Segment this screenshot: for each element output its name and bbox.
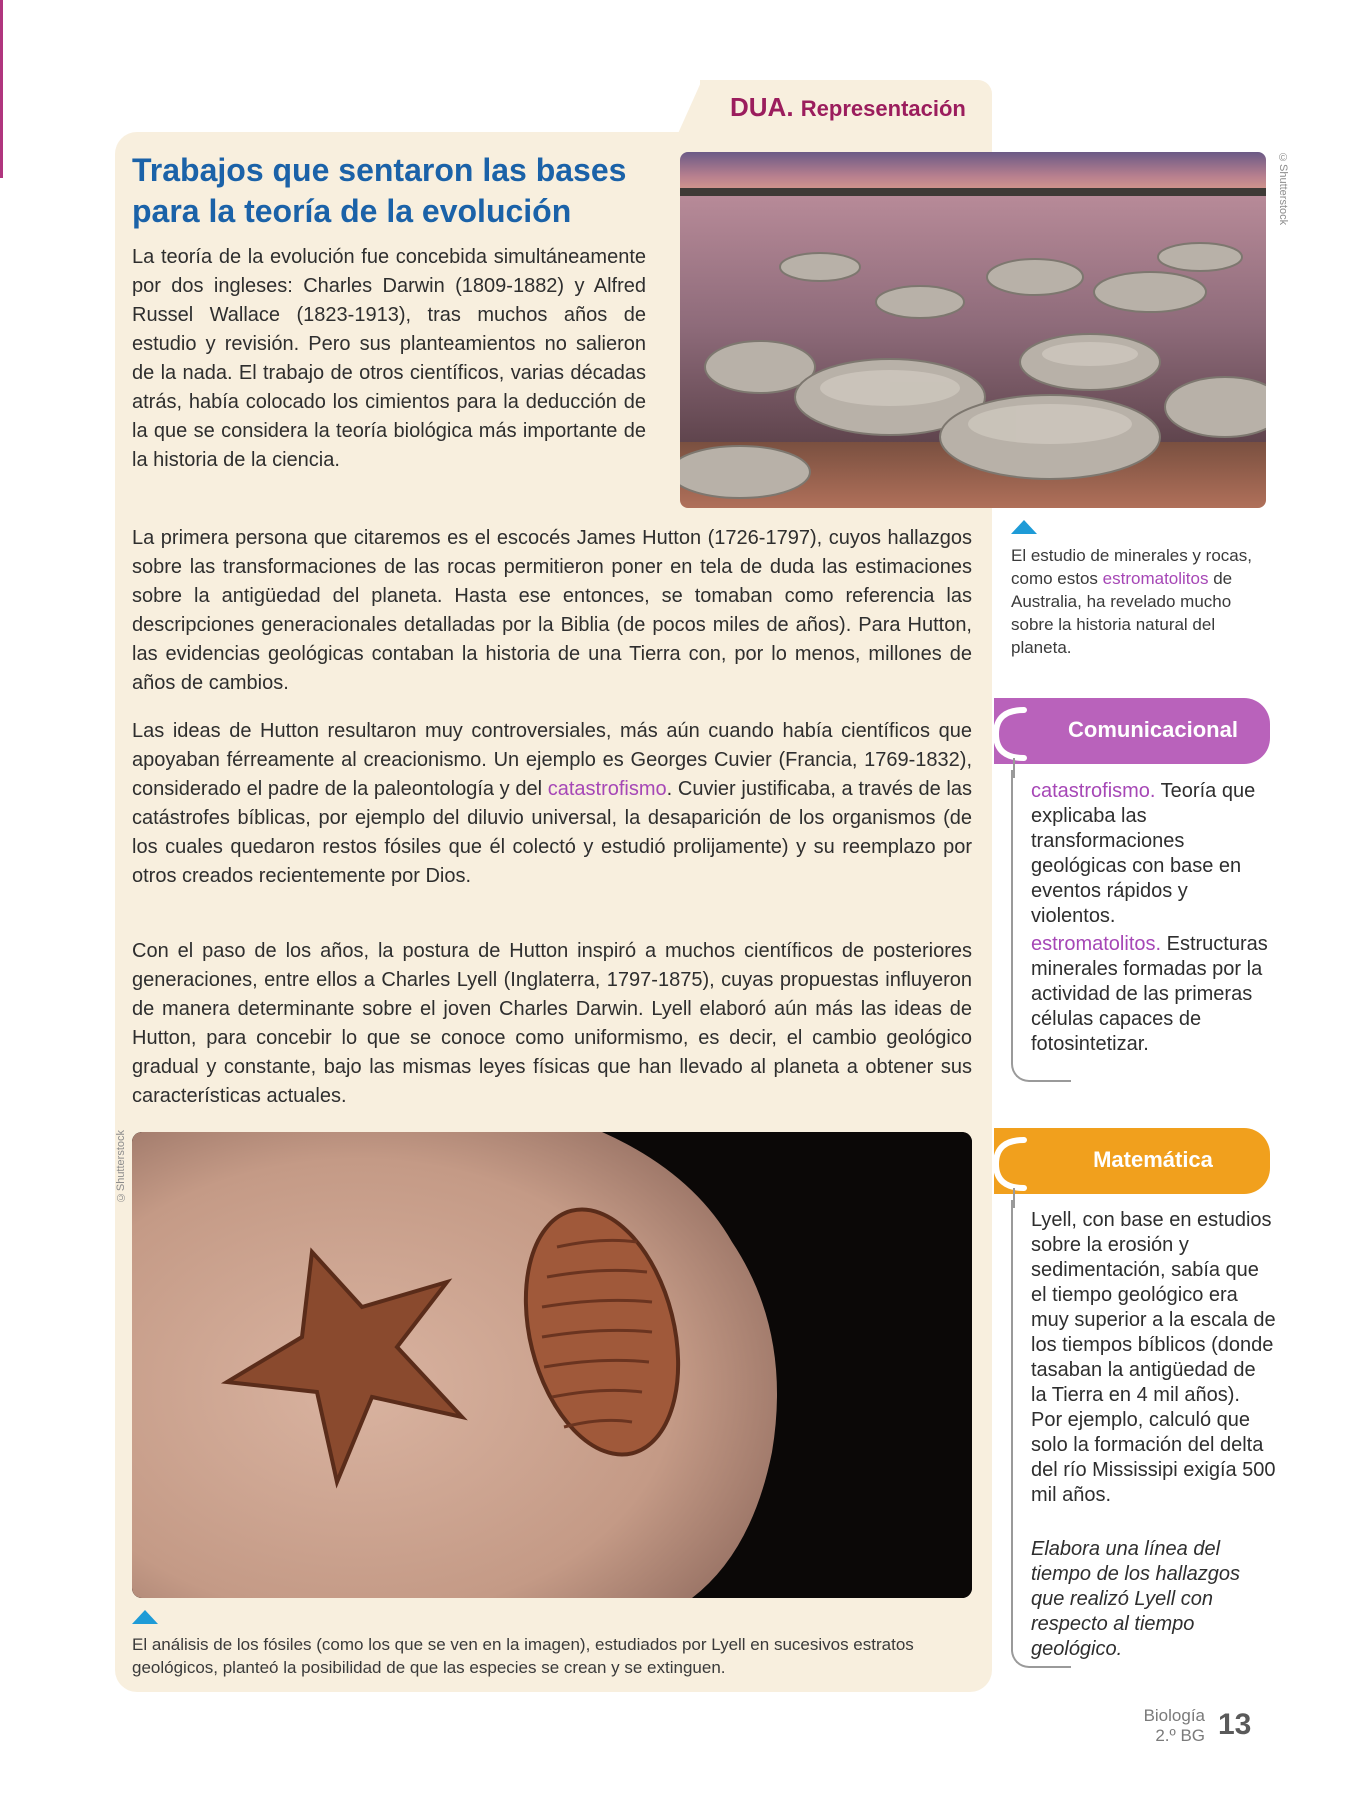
matematica-title: Matemática <box>1093 1147 1213 1172</box>
glossary-term-catastrofismo: catastrofismo. <box>1031 780 1156 802</box>
matematica-task: Elabora una línea del tiempo de los hallazgos que realizó Lyell con respecto al tiempo geológico. <box>1031 1538 1241 1660</box>
paragraph-cuvier <box>132 717 972 891</box>
caption-marker-top <box>1011 520 1037 534</box>
glossary-estromatolitos <box>1031 932 1276 1057</box>
matematica-c-icon <box>990 1130 1036 1210</box>
footer-subject: Biología <box>1143 1706 1205 1725</box>
keyword-estromatolitos[interactable]: estromatolitos <box>1102 569 1209 588</box>
footer-book-info <box>1115 1706 1205 1746</box>
fossils-photo <box>132 1132 972 1598</box>
comunicacional-title: Comunicacional <box>1068 717 1238 742</box>
stromatolites-caption-text-1: El estudio de minerales y rocas, como estos <box>1011 546 1252 588</box>
glossary-def-estromatolitos: Estructuras minerales formadas por la actividad de las primeras células capaces de fotosintetizar. <box>1031 933 1268 1055</box>
paragraph-intro: La teoría de la evolución fue concebida simultáneamente por dos ingleses: Charles Darwin (1809-1882) y Alfred Russel Wallace (1823-1913), tras muchos años de estudio y revisión. Pero sus planteamientos no salieron de la nada. El trabajo de otros científicos, varias décadas atrás, había colocado los cimientos para la deducción de la que se considera la teoría biológica más importante de la historia de la ciencia. <box>132 246 646 471</box>
stromatolites-caption-text-2: de Australia, ha revelado mucho sobre la historia natural del planeta. <box>1011 569 1233 657</box>
fossils-caption: El análisis de los fósiles (como los que se ven en la imagen), estudiados por Lyell en sucesivos estratos geológicos, planteó la posibilidad de que las especies se crean y se extinguen. <box>132 1635 914 1677</box>
keyword-catastrofismo[interactable]: catastrofismo <box>547 778 667 800</box>
matematica-body: Lyell, con base en estudios sobre la erosión y sedimentación, sabía que el tiempo geológico era muy superior a la escala de los tiempos bíblicos (donde tasaban la antigüedad de la Tierra en 4 mil años). Por ejemplo, calculó que solo la formación del delta del río Mississipi exigía 500 mil años. <box>1031 1209 1276 1506</box>
paragraph-cuvier-text-1: Las ideas de Hutton resultaron muy controversiales, más aún cuando había científicos que apoyaban férreamente al creacionismo. Un ejemplo es Georges Cuvier (Francia, 1769-1832), considerado el padre de la paleontología y del <box>132 720 972 800</box>
photo-credit-top: ©Shutterstock <box>1277 152 1289 226</box>
dua-subtitle: Representación <box>800 96 966 121</box>
paragraph-lyell: Con el paso de los años, la postura de Hutton inspiró a muchos científicos de posteriores generaciones, entre ellos a Charles Lyell (Inglaterra, 1797-1875), cuyas propuestas influyeron de manera determinante sobre el joven Charles Darwin. Lyell elaboró aún más las ideas de Hutton, para concebir lo que se conoce como uniformismo, es decir, el cambio geológico gradual y constante, bajo las mismas leyes físicas que han llevado al planeta a obtener sus características actuales. <box>132 940 972 1107</box>
page-edge-bar <box>0 0 3 178</box>
glossary-def-catastrofismo: Teoría que explicaba las transformaciones geológicas con base en eventos rápidos y violentos. <box>1031 780 1256 927</box>
dua-header <box>730 92 966 123</box>
dua-word: DUA. <box>730 92 794 122</box>
stromatolites-caption <box>1011 544 1273 659</box>
glossary-catastrofismo <box>1031 779 1276 929</box>
section-title: Trabajos que sentaron las bases para la teoría de la evolución <box>132 152 627 229</box>
page-number: 13 <box>1218 1708 1252 1741</box>
caption-marker-bottom <box>132 1610 158 1624</box>
photo-credit-bottom: ©Shutterstock <box>115 1130 127 1204</box>
paragraph-cuvier-text-2: . Cuvier justificaba, a través de las catástrofes bíblicas, por ejemplo del diluvio universal, la desaparición de los organismos (de los cuales quedaron restos fósiles que él colectó y estudió prolijamente) y su reemplazo por otros creados recientemente por Dios. <box>132 778 972 887</box>
dua-tab-notch <box>676 80 702 138</box>
footer-grade: 2.º BG <box>1155 1726 1205 1745</box>
glossary-term-estromatolitos: estromatolitos. <box>1031 933 1162 955</box>
paragraph-hutton: La primera persona que citaremos es el escocés James Hutton (1726-1797), cuyos hallazgos sobre las transformaciones de las rocas permitieron poner en tela de duda las estimaciones sobre la antigüedad del planeta. Hasta ese entonces, se tomaban como referencia las descripciones generacionales detalladas por la Biblia (de pocos miles de años). Para Hutton, las evidencias geológicas contaban la historia de una Tierra con, por lo menos, millones de años de cambios. <box>132 527 972 694</box>
comunicacional-c-icon <box>990 700 1036 780</box>
stromatolites-photo <box>680 152 1266 508</box>
